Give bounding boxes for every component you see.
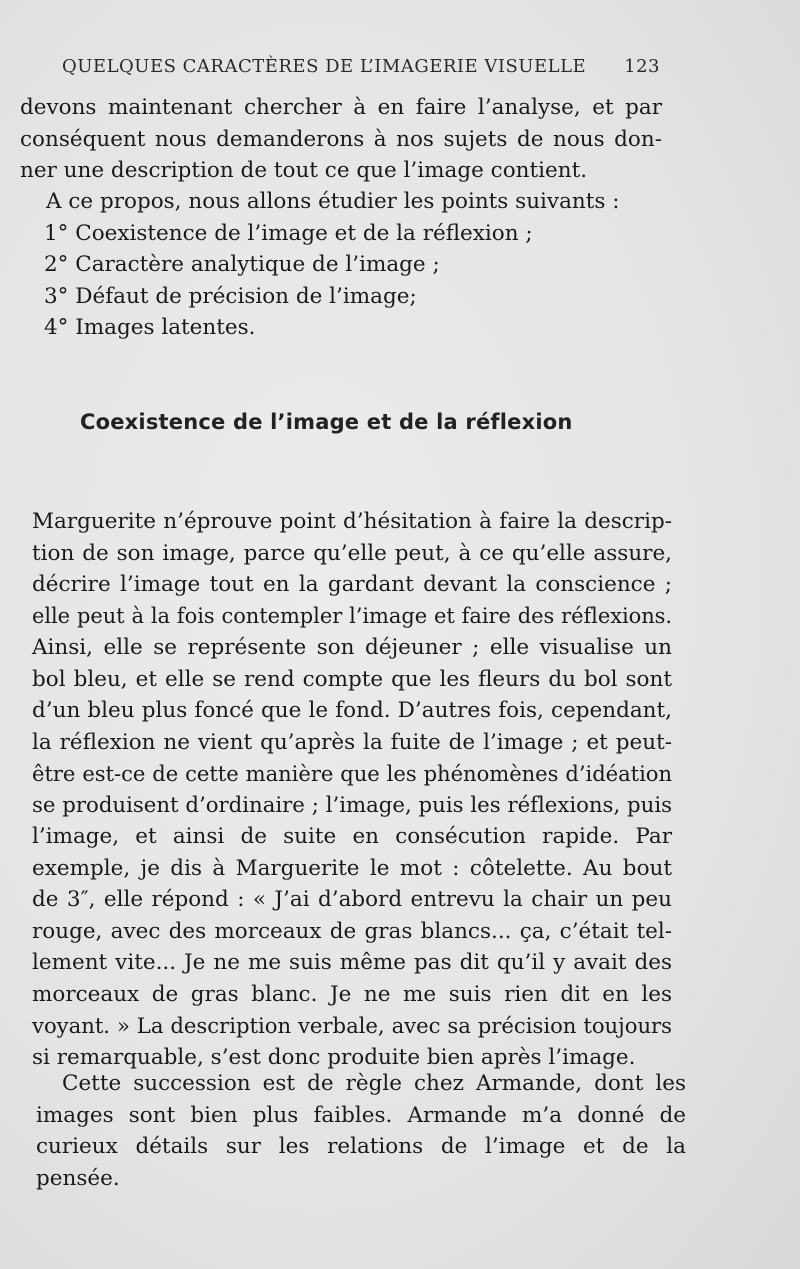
section-heading: Coexistence de l’image et de la réflexion xyxy=(80,410,573,434)
text-line: être est-ce de cette manière que les phénomènes d’idéation xyxy=(32,761,672,786)
list-item: 4° Images latentes. xyxy=(44,315,256,340)
paragraph-armande xyxy=(36,1068,686,1194)
text-line: rouge, avec des morceaux de gras blancs... ça, c’était tel- xyxy=(32,918,672,944)
intro-paragraph xyxy=(20,92,662,187)
paragraph-marguerite xyxy=(32,506,672,1073)
text-line: se produisent d’ordinaire ; l’image, puis les réflexions, puis xyxy=(32,792,672,818)
list-item: 3° Défaut de précision de l’image; xyxy=(44,283,417,309)
text-line: l’image, et ainsi de suite en consécution rapide. Par xyxy=(32,824,672,849)
text-line: lement vite... Je ne me suis même pas dit qu’il y avait des xyxy=(32,950,672,975)
text-line: de 3″, elle répond : « J’ai d’abord entrevu la chair un peu xyxy=(32,887,672,912)
text-line: voyant. » La description verbale, avec sa précision toujours xyxy=(32,1013,672,1038)
points-list xyxy=(46,186,646,344)
list-item: 2° Caractère analytique de l’image ; xyxy=(44,252,440,277)
text-line: pensée. xyxy=(36,1165,120,1191)
running-title: QUELQUES CARACTÈRES DE L’IMAGERIE VISUELLE xyxy=(62,56,587,77)
text-line: ner une description de tout ce que l’image contient. xyxy=(20,158,588,183)
list-item: 1° Coexistence de l’image et de la réflexion ; xyxy=(44,220,533,246)
text-line: curieux détails sur les relations de l’image et de la xyxy=(36,1134,686,1159)
text-line: conséquent nous demanderons à nos sujets de nous don- xyxy=(20,126,662,152)
text-line: images sont bien plus faibles. Armande m’a donné de xyxy=(36,1102,686,1128)
points-list-intro: A ce propos, nous allons étudier les points suivants : xyxy=(46,189,620,214)
text-line: bol bleu, et elle se rend compte que les fleurs du bol sont xyxy=(32,666,672,692)
text-line: décrire l’image tout en la gardant devant la conscience ; xyxy=(32,572,672,597)
text-line: si remarquable, s’est donc produite bien après l’image. xyxy=(32,1044,636,1070)
text-line: elle peut à la fois contempler l’image et faire des réflexions. xyxy=(32,603,672,628)
text-line: Marguerite n’éprouve point d’hésitation à faire la descrip- xyxy=(32,509,672,534)
text-line: la réflexion ne vient qu’après la fuite de l’image ; et peut- xyxy=(32,729,672,755)
running-header xyxy=(62,56,660,82)
text-line: exemple, je dis à Marguerite le mot : côtelette. Au bout xyxy=(32,855,672,881)
text-line: tion de son image, parce qu’elle peut, à ce qu’elle assure, xyxy=(32,540,672,566)
page-number: 123 xyxy=(624,56,660,77)
text-line: Cette succession est de règle chez Armande, dont les xyxy=(62,1071,686,1096)
text-line: morceaux de gras blanc. Je ne me suis rien dit en les xyxy=(32,981,672,1007)
text-line: devons maintenant chercher à en faire l’analyse, et par xyxy=(20,95,662,120)
text-line: d’un bleu plus foncé que le fond. D’autres fois, cependant, xyxy=(32,698,672,723)
text-line: Ainsi, elle se représente son déjeuner ; elle visualise un xyxy=(32,635,672,660)
